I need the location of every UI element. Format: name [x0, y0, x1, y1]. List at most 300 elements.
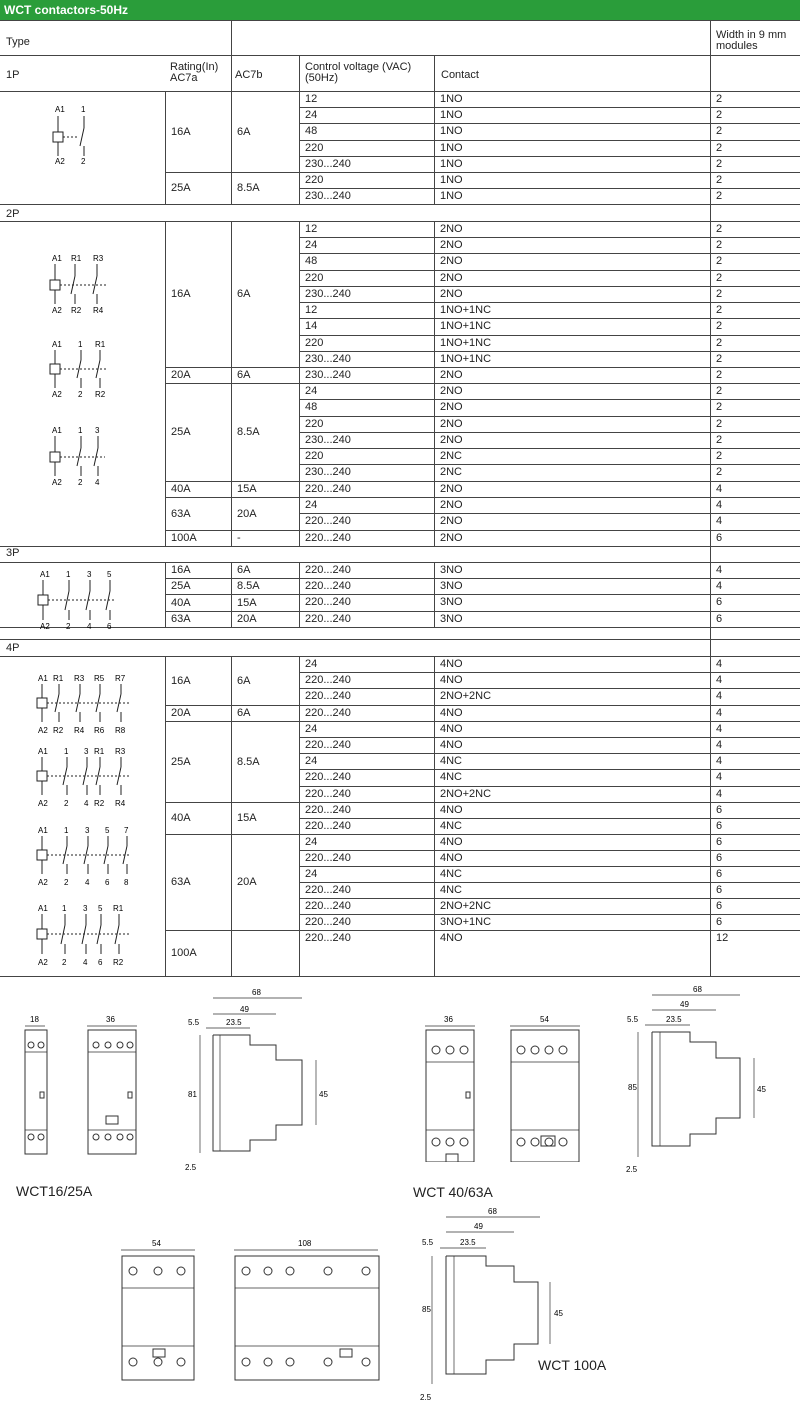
table-title: WCT contactors-50Hz: [0, 0, 800, 20]
contact-cell: 2NO: [440, 499, 463, 511]
grid-line: [165, 383, 299, 384]
voltage-cell: 220: [305, 337, 324, 349]
svg-text:A2: A2: [38, 958, 48, 967]
contact-cell: 1NO+1NC: [440, 304, 492, 316]
svg-text:5: 5: [98, 904, 103, 913]
svg-text:4: 4: [85, 878, 90, 887]
voltage-cell: 48: [305, 255, 318, 267]
voltage-cell: 24: [305, 109, 318, 121]
svg-text:A1: A1: [52, 426, 62, 435]
ac7b-value: 15A: [237, 596, 257, 609]
svg-text:A1: A1: [38, 904, 48, 913]
voltage-cell: 230...240: [305, 353, 351, 365]
svg-text:A2: A2: [40, 622, 50, 631]
contact-cell: 3NO: [440, 564, 463, 576]
contact-cell: 3NO: [440, 596, 463, 608]
grid-line: [165, 497, 299, 498]
svg-text:5.5: 5.5: [188, 1018, 200, 1027]
voltage-cell: 220: [305, 174, 324, 186]
grid-line: [0, 55, 800, 56]
svg-text:A2: A2: [52, 306, 62, 315]
svg-text:R3: R3: [74, 674, 85, 683]
contact-cell: 2NO+2NC: [440, 788, 492, 800]
grid-line: [299, 705, 800, 706]
width-cell: 4: [716, 580, 723, 592]
contact-cell: 4NC: [440, 868, 463, 880]
svg-text:R5: R5: [94, 674, 105, 683]
voltage-cell: 220: [305, 142, 324, 154]
svg-text:3: 3: [84, 747, 89, 756]
grid-line: [299, 286, 800, 287]
voltage-cell: 220...240: [305, 674, 351, 686]
grid-line: [299, 123, 800, 124]
voltage-cell: 24: [305, 239, 318, 251]
svg-text:36: 36: [444, 1015, 453, 1024]
voltage-cell: 220...240: [305, 804, 351, 816]
grid-line: [299, 818, 800, 819]
wiring-diagram-1p: [45, 102, 105, 172]
width-cell: 2: [716, 174, 723, 186]
width-cell: 2: [716, 223, 723, 235]
voltage-cell: 220: [305, 418, 324, 430]
width-cell: 2: [716, 190, 723, 202]
grid-line: [299, 721, 800, 722]
grid-line: [299, 172, 800, 173]
width-cell: 2: [716, 125, 723, 137]
voltage-cell: 220...240: [305, 916, 351, 928]
width-cell: 2: [716, 450, 723, 462]
voltage-cell: 12: [305, 304, 318, 316]
svg-text:R1: R1: [71, 254, 82, 263]
width-cell: 4: [716, 723, 723, 735]
rating-value: 16A: [171, 288, 191, 300]
contact-cell: 1NO: [440, 142, 463, 154]
grid-line: [165, 721, 299, 722]
voltage-cell: 14: [305, 320, 318, 332]
svg-text:R1: R1: [113, 904, 124, 913]
grid-line: [299, 140, 800, 141]
rating-value: 63A: [171, 507, 191, 520]
grid-line: [165, 91, 299, 92]
drawing-wct40-side: [622, 982, 782, 1177]
svg-text:49: 49: [474, 1222, 483, 1231]
grid-line: [165, 627, 299, 628]
grid-line: [165, 367, 299, 368]
grid-line: [0, 221, 800, 222]
svg-text:2: 2: [62, 958, 67, 967]
contact-cell: 4NC: [440, 820, 463, 832]
width-cell: 2: [716, 93, 723, 105]
section-2p: 2P: [6, 208, 20, 220]
grid-line: [299, 834, 800, 835]
grid-line: [299, 753, 800, 754]
grid-line: [165, 656, 166, 976]
rating-value: 25A: [171, 580, 191, 592]
svg-text:3: 3: [95, 426, 100, 435]
svg-text:A2: A2: [38, 799, 48, 808]
voltage-cell: 220...240: [305, 900, 351, 912]
ac7b-value: 15A: [237, 483, 257, 495]
rating-value: 63A: [171, 876, 191, 888]
svg-text:45: 45: [554, 1309, 563, 1318]
contact-cell: 4NO: [440, 739, 463, 751]
grid-line: [299, 769, 800, 770]
grid-line: [0, 546, 800, 547]
svg-text:1: 1: [78, 340, 83, 349]
section-4p: 4P: [6, 642, 20, 654]
width-cell: 2: [716, 369, 723, 381]
rating-value: 25A: [171, 426, 191, 438]
svg-text:2: 2: [66, 622, 71, 631]
contact-cell: 2NC: [440, 466, 463, 478]
grid-line: [0, 204, 800, 205]
svg-text:6: 6: [98, 958, 103, 967]
grid-line: [299, 55, 300, 91]
voltage-cell: 230...240: [305, 158, 351, 170]
voltage-cell: 220...240: [305, 852, 351, 864]
caption-wct16: WCT16/25A: [16, 1183, 93, 1199]
svg-text:A1: A1: [38, 826, 48, 835]
width-cell: 4: [716, 788, 723, 800]
voltage-cell: 12: [305, 93, 318, 105]
grid-line: [299, 302, 800, 303]
svg-text:7: 7: [124, 826, 129, 835]
svg-text:A2: A2: [55, 157, 65, 166]
svg-text:R4: R4: [93, 306, 104, 315]
contact-cell: 2NO: [440, 434, 463, 446]
contact-cell: 2NO: [440, 532, 463, 544]
svg-text:45: 45: [319, 1090, 328, 1099]
voltage-cell: 230...240: [305, 369, 351, 381]
rating-value: 100A: [171, 947, 197, 959]
svg-text:4: 4: [87, 622, 92, 631]
grid-line: [165, 656, 299, 657]
svg-text:4: 4: [83, 958, 88, 967]
grid-line: [299, 335, 800, 336]
contact-cell: 1NO: [440, 109, 463, 121]
width-cell: 4: [716, 658, 723, 670]
width-cell: 2: [716, 337, 723, 349]
voltage-cell: 48: [305, 125, 318, 137]
ac7b-value: 8.5A: [237, 755, 260, 768]
wiring-diagram-4p-2no2nc: [35, 672, 135, 736]
ac7b-value: 6A: [237, 288, 251, 300]
svg-text:2: 2: [78, 478, 83, 487]
width-cell: 2: [716, 272, 723, 284]
grid-line: [0, 656, 800, 657]
ac7b-value: 6A: [237, 564, 251, 576]
grid-line: [165, 594, 299, 595]
svg-text:23.5: 23.5: [226, 1018, 242, 1027]
grid-line: [299, 432, 800, 433]
width-cell: 4: [716, 707, 723, 719]
contact-cell: 4NO: [440, 804, 463, 816]
voltage-cell: 24: [305, 723, 318, 735]
width-cell: 6: [716, 820, 723, 832]
svg-text:R1: R1: [95, 340, 106, 349]
voltage-cell: 220...240: [305, 596, 351, 608]
voltage-cell: 220...240: [305, 820, 351, 832]
svg-text:R2: R2: [95, 390, 106, 399]
svg-text:A1: A1: [38, 674, 48, 683]
svg-text:54: 54: [152, 1239, 161, 1248]
contact-cell: 1NO+1NC: [440, 353, 492, 365]
grid-line: [299, 351, 800, 352]
width-cell: 2: [716, 418, 723, 430]
grid-line: [299, 672, 800, 673]
grid-line: [0, 562, 800, 563]
svg-text:4: 4: [95, 478, 100, 487]
caption-wct100: WCT 100A: [538, 1357, 607, 1373]
grid-line: [299, 367, 800, 368]
width-cell: 12: [716, 932, 729, 944]
width-cell: 2: [716, 385, 723, 397]
width-cell: 2: [716, 401, 723, 413]
ac7b-value: 6A: [237, 369, 251, 381]
svg-text:R2: R2: [53, 726, 64, 735]
rating-value: 16A: [171, 674, 191, 687]
width-cell: 6: [716, 613, 723, 625]
voltage-cell: 220...240: [305, 884, 351, 896]
contact-cell: 2NO+2NC: [440, 690, 492, 702]
grid-line: [299, 383, 800, 384]
header-contact: Contact: [441, 69, 479, 81]
svg-text:R8: R8: [115, 726, 126, 735]
ac7b-value: 20A: [237, 507, 257, 520]
voltage-cell: 24: [305, 868, 318, 880]
width-cell: 2: [716, 255, 723, 267]
voltage-cell: 220: [305, 450, 324, 462]
header-width: Width in 9 mm modules: [716, 29, 787, 52]
svg-text:2: 2: [64, 799, 69, 808]
grid-line: [299, 156, 800, 157]
grid-line: [299, 611, 800, 612]
width-cell: 6: [716, 900, 723, 912]
svg-text:A1: A1: [38, 747, 48, 756]
grid-line: [165, 802, 299, 803]
drawing-wct100-front-3module: [115, 1236, 205, 1386]
contact-cell: 1NO: [440, 174, 463, 186]
voltage-cell: 24: [305, 499, 318, 511]
caption-wct40: WCT 40/63A: [413, 1184, 493, 1200]
width-cell: 2: [716, 158, 723, 170]
rating-value: 16A: [171, 125, 191, 138]
contact-cell: 4NC: [440, 771, 463, 783]
contact-cell: 2NO: [440, 483, 463, 495]
width-cell: 6: [716, 868, 723, 880]
wiring-diagram-4p-4no: [35, 824, 135, 888]
svg-text:R2: R2: [71, 306, 82, 315]
contact-cell: 1NO: [440, 93, 463, 105]
ac7b-value: 6A: [237, 125, 251, 138]
contact-cell: 1NO: [440, 190, 463, 202]
grid-line: [165, 834, 299, 835]
voltage-cell: 48: [305, 401, 318, 413]
voltage-cell: 220...240: [305, 532, 351, 544]
svg-text:R2: R2: [113, 958, 124, 967]
ac7b-value: 6A: [237, 674, 251, 687]
grid-line: [710, 20, 711, 976]
svg-text:81: 81: [188, 1090, 197, 1099]
svg-text:36: 36: [106, 1015, 115, 1024]
svg-text:A1: A1: [55, 105, 65, 114]
contact-cell: 4NO: [440, 707, 463, 719]
contact-cell: 2NO: [440, 515, 463, 527]
grid-line: [299, 237, 800, 238]
svg-text:A2: A2: [38, 878, 48, 887]
svg-text:R1: R1: [53, 674, 64, 683]
grid-line: [299, 416, 800, 417]
width-cell: 4: [716, 515, 723, 527]
svg-text:4: 4: [84, 799, 89, 808]
grid-line: [299, 578, 800, 579]
voltage-cell: 230...240: [305, 190, 351, 202]
width-cell: 4: [716, 755, 723, 767]
header-ac7b: AC7b: [235, 69, 263, 81]
grid-line: [299, 530, 800, 531]
svg-text:R2: R2: [94, 799, 105, 808]
grid-line: [165, 91, 166, 204]
width-cell: 6: [716, 532, 723, 544]
contact-cell: 3NO+1NC: [440, 916, 492, 928]
voltage-cell: 12: [305, 223, 318, 235]
contact-cell: 2NO: [440, 255, 463, 267]
rating-value: 20A: [171, 707, 191, 719]
grid-line: [0, 639, 800, 640]
width-cell: 4: [716, 499, 723, 511]
grid-line: [165, 172, 299, 173]
svg-text:R4: R4: [74, 726, 85, 735]
voltage-cell: 220...240: [305, 690, 351, 702]
width-cell: 6: [716, 916, 723, 928]
svg-text:A2: A2: [52, 390, 62, 399]
contact-cell: 4NO: [440, 836, 463, 848]
ac7b-value: 8.5A: [237, 426, 260, 438]
grid-line: [165, 481, 299, 482]
width-cell: 4: [716, 564, 723, 576]
ac7b-value: 20A: [237, 876, 257, 888]
section-3p: 3P: [6, 547, 20, 559]
svg-text:1: 1: [64, 826, 69, 835]
grid-line: [299, 656, 300, 976]
width-cell: 2: [716, 239, 723, 251]
contact-cell: 2NO: [440, 401, 463, 413]
grid-line: [165, 546, 299, 547]
svg-text:1: 1: [62, 904, 67, 913]
width-cell: 2: [716, 288, 723, 300]
voltage-cell: 230...240: [305, 434, 351, 446]
drawing-wct16-side: [180, 985, 340, 1175]
voltage-cell: 220...240: [305, 613, 351, 625]
svg-text:1: 1: [81, 105, 86, 114]
svg-text:2.5: 2.5: [626, 1165, 638, 1174]
voltage-cell: 220...240: [305, 483, 351, 495]
contact-cell: 2NO: [440, 369, 463, 381]
width-cell: 2: [716, 109, 723, 121]
contact-cell: 1NO: [440, 158, 463, 170]
contact-cell: 3NO: [440, 613, 463, 625]
grid-line: [299, 448, 800, 449]
drawing-wct40-front-3module: [505, 1012, 585, 1162]
contact-cell: 2NO: [440, 418, 463, 430]
voltage-cell: 220...240: [305, 564, 351, 576]
grid-line: [299, 802, 800, 803]
voltage-cell: 220...240: [305, 739, 351, 751]
contact-cell: 1NO+1NC: [440, 320, 492, 332]
svg-text:68: 68: [488, 1207, 497, 1216]
svg-text:R1: R1: [94, 747, 105, 756]
svg-text:R7: R7: [115, 674, 126, 683]
grid-line: [165, 221, 299, 222]
voltage-cell: 220...240: [305, 788, 351, 800]
grid-line: [299, 866, 800, 867]
grid-line: [165, 976, 299, 977]
svg-text:2: 2: [81, 157, 86, 166]
svg-text:5.5: 5.5: [627, 1015, 639, 1024]
grid-line: [299, 188, 800, 189]
voltage-cell: 24: [305, 385, 318, 397]
grid-line: [299, 481, 800, 482]
header-control-voltage: Control voltage (VAC)(50Hz): [305, 61, 412, 84]
width-cell: 2: [716, 304, 723, 316]
grid-line: [299, 737, 800, 738]
grid-line: [299, 399, 800, 400]
grid-line: [299, 914, 800, 915]
grid-line: [299, 513, 800, 514]
grid-line: [231, 656, 232, 976]
svg-text:68: 68: [693, 985, 702, 994]
grid-line: [299, 594, 800, 595]
grid-line: [299, 850, 800, 851]
svg-text:23.5: 23.5: [460, 1238, 476, 1247]
voltage-cell: 230...240: [305, 466, 351, 478]
contact-cell: 4NC: [440, 755, 463, 767]
grid-line: [165, 578, 299, 579]
contact-cell: 4NO: [440, 932, 463, 944]
width-cell: 6: [716, 596, 723, 608]
contact-cell: 4NO: [440, 674, 463, 686]
wiring-diagram-2p-2no: [45, 424, 125, 490]
grid-line: [299, 464, 800, 465]
svg-text:5: 5: [107, 570, 112, 579]
svg-text:1: 1: [78, 426, 83, 435]
svg-text:R3: R3: [115, 747, 126, 756]
svg-text:R6: R6: [94, 726, 105, 735]
contact-cell: 2NC: [440, 450, 463, 462]
drawing-wct40-front-2module: [420, 1012, 480, 1162]
grid-line: [299, 497, 800, 498]
drawing-wct16-front-1module: [20, 1012, 60, 1162]
svg-text:A2: A2: [38, 726, 48, 735]
svg-text:68: 68: [252, 988, 261, 997]
rating-value: 40A: [171, 483, 191, 495]
svg-text:A2: A2: [52, 478, 62, 487]
section-1p: 1P: [6, 69, 20, 81]
contact-cell: 2NO: [440, 288, 463, 300]
svg-text:23.5: 23.5: [666, 1015, 682, 1024]
header-rating: Rating(In) AC7a: [170, 61, 219, 84]
grid-line: [165, 705, 299, 706]
ac7b-value: 8.5A: [237, 580, 260, 592]
rating-value: 16A: [171, 564, 191, 576]
width-cell: 2: [716, 434, 723, 446]
grid-line: [434, 656, 435, 976]
width-cell: 2: [716, 320, 723, 332]
contact-cell: 2NO+2NC: [440, 900, 492, 912]
svg-text:2: 2: [78, 390, 83, 399]
grid-line: [299, 882, 800, 883]
voltage-cell: 230...240: [305, 288, 351, 300]
